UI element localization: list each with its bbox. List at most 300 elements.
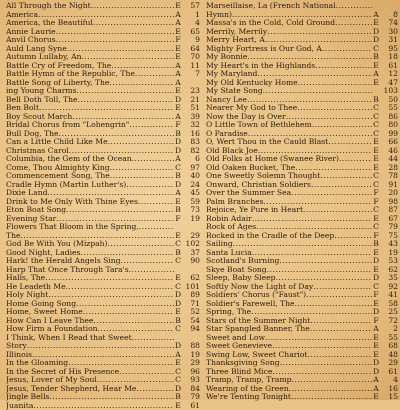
song-title: He Leadeth Me .....: [6, 283, 174, 292]
song-title: God Be With You (Mizpah) .....: [6, 240, 174, 249]
song-index-entry: [206, 249, 398, 258]
song-number: 44: [380, 155, 398, 164]
song-number: 20: [380, 189, 398, 198]
song-section-letter: D: [174, 385, 182, 394]
song-section-letter: D: [372, 274, 380, 283]
song-number: 98: [380, 198, 398, 207]
song-title: Juanita .....: [6, 402, 174, 410]
song-section-letter: A: [174, 70, 182, 79]
song-number: 70: [182, 53, 200, 62]
song-number: 101: [182, 283, 200, 292]
song-number: 2: [380, 325, 398, 334]
song-number: 57: [182, 2, 200, 11]
song-section-letter: C: [372, 172, 380, 181]
song-section-letter: E: [372, 249, 380, 258]
song-section-letter: E: [372, 147, 380, 156]
song-number: 68: [380, 342, 398, 351]
song-section-letter: A: [174, 19, 182, 28]
song-title: Old Black Joe .....: [206, 147, 372, 156]
song-section-letter: C: [174, 257, 182, 266]
song-number: 19: [182, 351, 200, 360]
song-section-letter: D: [174, 300, 182, 309]
song-section-letter: D: [372, 36, 380, 45]
song-section-letter: D: [174, 291, 182, 300]
song-title: Spring, The .....: [206, 308, 372, 317]
song-section-letter: B: [174, 172, 182, 181]
song-number: 66: [380, 138, 398, 147]
song-index-entry: [6, 325, 200, 334]
song-number: 73: [182, 206, 200, 215]
song-number: 16: [380, 385, 398, 394]
song-number: 84: [182, 385, 200, 394]
song-index-entry: [6, 257, 200, 266]
song-section-letter: E: [174, 274, 182, 283]
song-number: 91: [380, 181, 398, 190]
song-index-columns: [6, 2, 398, 410]
song-index-entry: [206, 181, 398, 190]
song-section-letter: B: [372, 53, 380, 62]
song-index-entry: [206, 11, 398, 20]
song-title: Autumn Lullaby, An .....: [6, 53, 174, 62]
song-index-entry: [206, 206, 398, 215]
song-index-entry: [206, 266, 398, 275]
song-index-entry: [6, 121, 200, 130]
song-title: Come, Thou Almighty King .....: [6, 164, 174, 173]
song-title: Wearing of the Green .....: [206, 385, 372, 394]
song-number: 79: [182, 393, 200, 402]
song-title: Scotland's Burning .....: [206, 257, 372, 266]
song-title: Can a Little Child Like Me .....: [6, 138, 174, 147]
song-number: 32: [182, 121, 200, 130]
song-section-letter: E: [174, 53, 182, 62]
song-index-entry: [206, 317, 398, 326]
song-index-entry: [6, 393, 200, 402]
song-number: 83: [182, 138, 200, 147]
song-section-letter: E: [372, 138, 380, 147]
song-section-letter: B: [174, 130, 182, 139]
song-section-letter: C: [372, 130, 380, 139]
song-section-letter: F: [372, 198, 380, 207]
song-number: 40: [182, 172, 200, 181]
song-title: All Through the Night .....: [6, 2, 174, 11]
song-number: 61: [182, 402, 200, 410]
song-number: 64: [182, 45, 200, 54]
song-section-letter: C: [372, 283, 380, 292]
song-index-entry: [206, 359, 398, 368]
song-index-entry: [206, 291, 398, 300]
song-index-entry: [206, 79, 398, 88]
song-index-entry: [6, 36, 200, 45]
song-title: Softly Now the Light of Day .....: [206, 283, 372, 292]
song-section-letter: E: [372, 62, 380, 71]
song-section-letter: A: [174, 189, 182, 198]
song-title: Commencement Song, The .....: [6, 172, 174, 181]
song-section-letter: E: [174, 104, 182, 113]
song-index-entry: [206, 351, 398, 360]
song-index-right-column: [206, 2, 398, 410]
song-index-entry: [206, 147, 398, 156]
song-title: America .....: [6, 11, 174, 20]
song-title: Three Blind Mice .....: [206, 368, 372, 377]
song-number: 21: [182, 96, 200, 105]
song-index-entry: [6, 274, 200, 283]
song-number: 59: [182, 198, 200, 207]
song-title: Tramp, Tramp, Tramp .....: [206, 376, 372, 385]
song-title: One Sweetly Solemn Thought .....: [206, 172, 372, 181]
song-index-entry: [6, 189, 200, 198]
song-index-entry: [206, 36, 398, 45]
song-section-letter: D: [372, 308, 380, 317]
song-title: I Think, When I Read that Sweet .....: [6, 334, 174, 343]
song-index-entry: [206, 393, 398, 402]
song-section-letter: C: [174, 368, 182, 377]
song-section-letter: A: [174, 79, 182, 88]
song-number: 54: [182, 317, 200, 326]
song-title: How Firm a Foundation .....: [6, 325, 174, 334]
song-index-entry: [6, 359, 200, 368]
song-title: Holy Night .....: [6, 291, 174, 300]
song-number: 79: [380, 223, 398, 232]
song-number: 93: [182, 376, 200, 385]
song-section-letter: C: [174, 283, 182, 292]
song-section-letter: A: [174, 62, 182, 71]
song-section-letter: E: [174, 87, 182, 96]
song-section-letter: C: [174, 164, 182, 173]
song-title: Old Folks at Home (Swanee River) .....: [206, 155, 372, 164]
song-title: O Little Town of Bethlehem .....: [206, 121, 372, 130]
song-title: Drink to Me Only With Thine Eyes .....: [6, 198, 174, 207]
song-index-entry: [206, 385, 398, 394]
song-number: 48: [380, 351, 398, 360]
song-title: Auld Lang Syne .....: [6, 45, 174, 54]
song-number: 97: [182, 164, 200, 173]
song-index-entry: [6, 138, 200, 147]
song-index-entry: [6, 62, 200, 71]
song-number: 95: [380, 45, 398, 54]
song-title: My Old Kentucky Home .....: [206, 79, 372, 88]
song-index-entry: [6, 291, 200, 300]
song-number: 52: [182, 308, 200, 317]
song-title: Rejoice, Ye Pure in Heart .....: [206, 206, 372, 215]
song-section-letter: B: [174, 393, 182, 402]
song-index-entry: [206, 368, 398, 377]
song-index-entry: [206, 172, 398, 181]
song-title: Home Going Song .....: [6, 300, 174, 309]
song-index-entry: [6, 28, 200, 37]
song-title: Massa's in the Cold, Cold Ground .....: [206, 19, 372, 28]
song-number: 28: [380, 164, 398, 173]
song-index-entry: [206, 96, 398, 105]
song-section-letter: D: [174, 138, 182, 147]
song-section-letter: C: [372, 206, 380, 215]
song-title: Eton Boat Song .....: [6, 206, 174, 215]
song-title: Soldier's Farewell, The .....: [206, 300, 372, 309]
song-section-letter: E: [372, 155, 380, 164]
song-index-entry: [206, 28, 398, 37]
song-title: Over the Summer Sea .....: [206, 189, 372, 198]
song-index-entry: [206, 53, 398, 62]
song-index-entry: [6, 249, 200, 258]
song-index-entry: [6, 87, 200, 96]
song-number: 92: [380, 283, 398, 292]
song-index-entry: [6, 19, 200, 28]
song-index-entry: [6, 53, 200, 62]
song-number: 16: [182, 130, 200, 139]
song-number: 62: [380, 266, 398, 275]
song-title: Good Night, Ladies .....: [6, 249, 174, 258]
song-title: O, Wert Thou in the Cauld Blast .....: [206, 138, 372, 147]
song-number: 103: [380, 87, 398, 96]
song-index-entry: [6, 172, 200, 181]
song-index-entry: [6, 300, 200, 309]
song-section-letter: E: [174, 45, 182, 54]
song-number: 96: [182, 368, 200, 377]
song-number: 18: [380, 53, 398, 62]
song-index-entry: [6, 342, 200, 351]
song-index-entry: [206, 62, 398, 71]
song-section-letter: E: [174, 308, 182, 317]
song-section-letter: E: [372, 334, 380, 343]
song-index-entry: [206, 308, 398, 317]
song-title: Battle Hymn of the Republic, The .....: [6, 70, 174, 79]
song-number: 4: [380, 376, 398, 385]
song-section-letter: B: [372, 240, 380, 249]
song-index-entry: [6, 334, 200, 343]
song-section-letter: D: [372, 28, 380, 37]
song-section-letter: E: [372, 342, 380, 351]
song-number: 1: [182, 11, 200, 20]
song-section-letter: C: [174, 376, 182, 385]
song-section-letter: B: [174, 249, 182, 258]
song-number: 7: [182, 70, 200, 79]
song-index-entry: [206, 300, 398, 309]
song-number: 87: [380, 206, 398, 215]
song-index-entry: [6, 283, 200, 292]
song-index-entry: [6, 155, 200, 164]
song-index-entry: [6, 376, 200, 385]
song-index-entry: [6, 79, 200, 88]
song-index-entry: [206, 2, 398, 11]
song-section-letter: E: [372, 19, 380, 28]
song-number: 80: [380, 121, 398, 130]
song-section-letter: A: [174, 155, 182, 164]
song-title: My Bonnie .....: [206, 53, 372, 62]
song-title: Marseillaise, La (French National .....: [206, 2, 372, 11]
song-title: Columbia, the Gem of the Ocean .....: [6, 155, 174, 164]
song-index-entry: [6, 130, 200, 139]
song-index-entry: [6, 385, 200, 394]
song-title: Anvil Chorus .....: [6, 36, 174, 45]
song-number: 30: [380, 28, 398, 37]
song-index-entry: [206, 19, 398, 28]
song-title: Dixie Land .....: [6, 189, 174, 198]
song-number: 82: [182, 147, 200, 156]
song-number: 46: [380, 147, 398, 156]
song-section-letter: A: [174, 351, 182, 360]
song-number: 35: [380, 274, 398, 283]
song-title: In the Gloaming .....: [6, 359, 174, 368]
song-title: Santa Lucia .....: [206, 249, 372, 258]
song-number: 6: [182, 155, 200, 164]
song-section-letter: F: [174, 215, 182, 224]
song-title: Evening Star .....: [6, 215, 174, 224]
song-section-letter: E: [372, 351, 380, 360]
song-section-letter: B: [174, 206, 182, 215]
song-number: 55: [380, 104, 398, 113]
song-section-letter: D: [174, 181, 182, 190]
song-index-entry: [206, 215, 398, 224]
song-title: Jingle Bells .....: [6, 393, 174, 402]
song-title: America, the Beautiful .....: [6, 19, 174, 28]
song-section-letter: F: [174, 36, 182, 45]
song-section-letter: E: [372, 215, 380, 224]
song-title: Home, Sweet Home .....: [6, 308, 174, 317]
song-index-entry: [206, 189, 398, 198]
song-title: We're Tenting Tonight .....: [206, 393, 372, 402]
song-index-entry: [6, 2, 200, 11]
song-number: 15: [380, 393, 398, 402]
song-title: Hymn) .....: [206, 11, 372, 20]
song-section-letter: D: [174, 342, 182, 351]
song-index-entry: [6, 223, 200, 232]
song-number: 19: [380, 249, 398, 258]
song-number: 19: [182, 215, 200, 224]
song-title: Bull Dog, The .....: [6, 130, 174, 139]
song-index-entry: [206, 257, 398, 266]
song-title: Mighty Fortress is Our God, A .....: [206, 45, 372, 54]
song-number: 29: [182, 232, 200, 241]
song-index-entry: [206, 104, 398, 113]
song-title: ing Young Charms .....: [6, 87, 174, 96]
song-index-entry: [206, 325, 398, 334]
song-section-letter: D: [372, 359, 380, 368]
song-index-entry: [206, 232, 398, 241]
song-title: Sweet and Low .....: [206, 334, 372, 343]
song-title: Now the Day is Over .....: [206, 113, 372, 122]
song-title: Flowers That Bloom in the Spring, .....: [6, 223, 174, 232]
song-number: 39: [182, 113, 200, 122]
song-section-letter: C: [372, 181, 380, 190]
song-title: Ben Bolt .....: [6, 104, 174, 113]
song-number: 31: [380, 36, 398, 45]
song-index-entry: [6, 164, 200, 173]
song-section-letter: B: [372, 96, 380, 105]
song-section-letter: F: [372, 189, 380, 198]
song-section-letter: A: [174, 11, 182, 20]
song-number: 45: [182, 189, 200, 198]
song-number: 23: [182, 87, 200, 96]
song-index-entry: [206, 223, 398, 232]
song-title: Palm Branches .....: [206, 198, 372, 207]
song-index-entry: [6, 351, 200, 360]
song-number: 29: [380, 359, 398, 368]
song-index-entry: [6, 308, 200, 317]
song-index-entry: [6, 45, 200, 54]
song-section-letter: E: [174, 359, 182, 368]
song-number: 58: [380, 300, 398, 309]
song-title: Battle Cry of Freedom, The .....: [6, 62, 174, 71]
song-index-left-column: [6, 2, 200, 410]
song-index-entry: [206, 164, 398, 173]
song-section-letter: D: [372, 368, 380, 377]
song-title: My Maryland .....: [206, 70, 372, 79]
song-section-letter: E: [372, 164, 380, 173]
song-index-entry: [6, 206, 200, 215]
song-index-entry: [6, 317, 200, 326]
song-index-entry: [6, 11, 200, 20]
song-section-letter: D: [174, 147, 182, 156]
song-index-entry: [206, 283, 398, 292]
song-number: 29: [182, 359, 200, 368]
song-number: 65: [182, 28, 200, 37]
song-title: Skye Boat Song .....: [206, 266, 372, 275]
song-index-entry: [206, 342, 398, 351]
song-number: 37: [182, 249, 200, 258]
song-title: Bell Doth Toll, The .....: [6, 96, 174, 105]
song-section-letter: A: [372, 385, 380, 394]
song-title: Nearer My God to Thee .....: [206, 104, 372, 113]
song-section-letter: E: [174, 402, 182, 410]
song-number: 74: [380, 19, 398, 28]
song-index-entry: [6, 104, 200, 113]
song-title: Onward, Christian Soldiers .....: [206, 181, 372, 190]
song-section-letter: A: [372, 376, 380, 385]
song-index-entry: [6, 198, 200, 207]
song-title: Rocked in the Cradle of the Deep .....: [206, 232, 372, 241]
song-section-letter: C: [372, 121, 380, 130]
song-index-entry: [6, 96, 200, 105]
song-index-entry: [6, 368, 200, 377]
song-number: 53: [380, 257, 398, 266]
song-section-letter: A: [372, 11, 380, 20]
song-title: The .....: [6, 232, 174, 241]
song-title: Sailing .....: [206, 240, 372, 249]
song-number: 102: [182, 240, 200, 249]
song-section-letter: F: [372, 291, 380, 300]
song-number: 24: [182, 181, 200, 190]
song-number: 94: [182, 325, 200, 334]
song-number: 4: [182, 19, 200, 28]
song-title: Thanksgiving Song .....: [206, 359, 372, 368]
song-number: 62: [182, 274, 200, 283]
song-index-entry: [206, 198, 398, 207]
song-index-entry: [206, 121, 398, 130]
song-title: Star Spangled Banner, The .....: [206, 325, 372, 334]
song-section-letter: F: [174, 121, 182, 130]
song-title: Battle Song of Liberty, The .....: [6, 79, 174, 88]
song-section-letter: F: [372, 317, 380, 326]
song-section-letter: A: [174, 113, 182, 122]
song-title: Merry Heart, A .....: [206, 36, 372, 45]
song-title: Hark! the Herald Angels Sing .....: [6, 257, 174, 266]
song-index-entry: [6, 215, 200, 224]
song-number: 78: [380, 172, 398, 181]
song-number: 75: [380, 232, 398, 241]
song-title: O Paradise .....: [206, 130, 372, 139]
song-title: Stars of the Summer Night .....: [206, 317, 372, 326]
song-title: Jesus, Tender Shepherd, Hear Me .....: [6, 385, 174, 394]
song-number: 47: [380, 79, 398, 88]
song-title: Christmas Carol .....: [6, 147, 174, 156]
song-title: Old Oaken Bucket, The .....: [206, 164, 372, 173]
song-title: Story .....: [6, 342, 174, 351]
song-section-letter: E: [372, 393, 380, 402]
song-title: Annie Laurie .....: [6, 28, 174, 37]
song-section-letter: C: [372, 223, 380, 232]
song-title: Swing Low, Sweet Chariot .....: [206, 351, 372, 360]
song-number: 88: [182, 342, 200, 351]
song-index-entry: [6, 113, 200, 122]
